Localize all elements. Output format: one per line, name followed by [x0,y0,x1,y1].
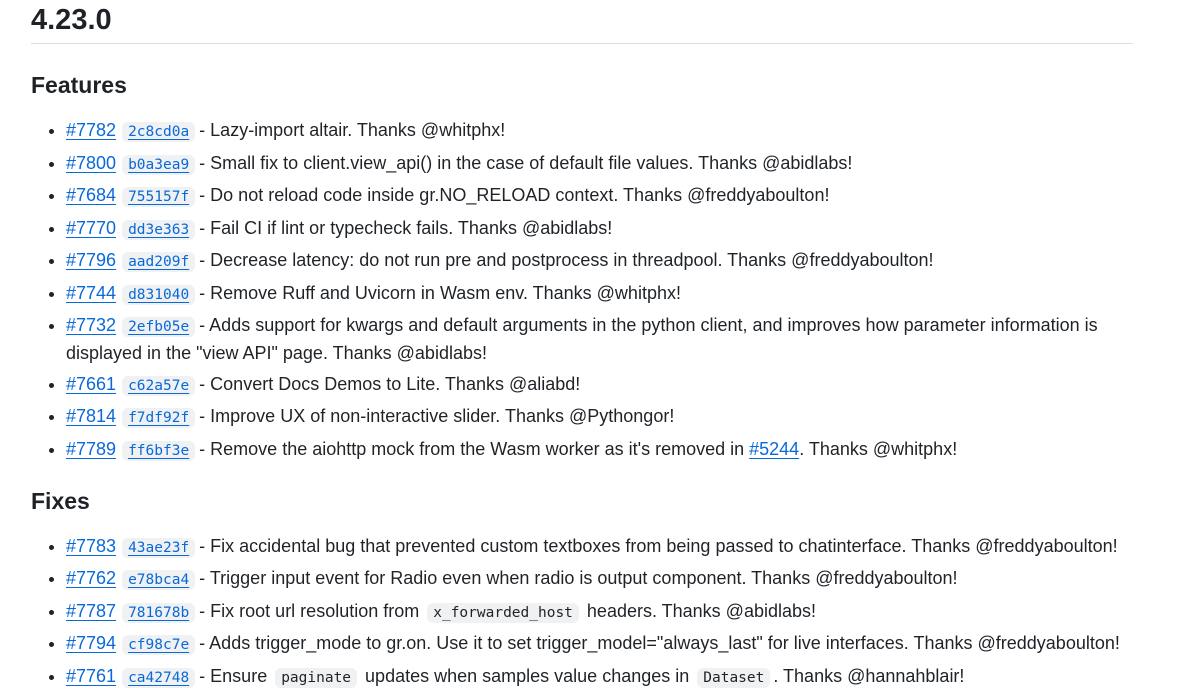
commit-hash: aad209f [122,252,195,272]
changelog-entry [66,247,1133,275]
commit-hash-link[interactable] [122,536,195,556]
commit-hash: 43ae23f [122,538,195,558]
fixes-list [31,533,1133,691]
commit-hash-link[interactable] [122,120,195,140]
entry-text: . Thanks @whitphx! [799,438,958,459]
commit-hash-link[interactable] [122,633,195,653]
commit-hash: c62a57e [122,376,195,396]
commit-hash-link[interactable] [122,218,195,238]
changelog-entry [66,598,1133,626]
pr-link[interactable]: #7684 [66,185,117,205]
changelog-entry [66,663,1133,691]
pr-link[interactable]: #7782 [66,120,117,140]
entry-text: - Trigger input event for Radio even when radio is output component. Thanks @freddyaboulton! [199,568,958,588]
pr-link[interactable]: #7800 [66,152,117,173]
entry-text: - Do not reload code inside gr.NO_RELOAD context. Thanks @freddyaboulton! [199,185,830,205]
pr-link[interactable]: #7661 [66,373,117,394]
entry-text: - Fix root url resolution from [199,600,425,621]
pr-link[interactable]: #7744 [66,282,117,303]
pr-link[interactable]: #7789 [66,438,117,459]
pr-link[interactable]: #7794 [66,633,117,653]
pr-link[interactable]: #7814 [66,406,117,426]
entry-text: - Improve UX of non-interactive slider. Thanks @Pythongor! [199,406,675,426]
changelog-entry [66,533,1133,561]
commit-hash-link[interactable] [122,153,195,173]
inline-code: Dataset [697,668,770,688]
changelog-entry [66,280,1133,308]
commit-hash: cf98c7e [122,635,195,655]
changelog-entry [66,150,1133,178]
commit-hash: 2c8cd0a [122,122,195,142]
entry-text: - Fail CI if lint or typecheck fails. Thanks @abidlabs! [199,217,613,238]
commit-hash: ca42748 [122,668,195,688]
commit-hash-link[interactable] [122,283,195,303]
entry-text: - Adds support for kwargs and default arguments in the python client, and improves how parameter information is displayed in the "view API" page. Thanks @abidlabs! [66,315,1098,363]
pr-link[interactable]: #7796 [66,250,117,270]
commit-hash-link[interactable] [122,374,195,394]
changelog-entry [66,403,1133,431]
commit-hash-link[interactable] [122,601,195,621]
changelog-entry [66,436,1133,464]
entry-text: - Remove Ruff and Uvicorn in Wasm env. Thanks @whitphx! [199,282,681,303]
changelog-entry [66,630,1133,658]
commit-hash-link[interactable] [122,666,195,686]
commit-hash: b0a3ea9 [122,155,195,175]
changelog-entry [66,117,1133,145]
features-list [31,117,1133,464]
changelog-entry [66,312,1133,366]
commit-hash: f7df92f [122,408,195,428]
changelog-entry [66,565,1133,593]
commit-hash-link[interactable] [122,406,195,426]
commit-hash-link[interactable] [122,315,195,335]
commit-hash: d831040 [122,285,195,305]
pr-link[interactable]: #7787 [66,600,117,621]
entry-text: - Convert Docs Demos to Lite. Thanks @aliabd! [199,373,581,394]
changelog-entry [66,215,1133,243]
commit-hash: 755157f [122,187,195,207]
pr-link[interactable]: #7761 [66,665,117,686]
entry-text: - Decrease latency: do not run pre and postprocess in threadpool. Thanks @freddyaboulton! [199,250,934,270]
commit-hash: dd3e363 [122,220,195,240]
entry-text: updates when samples value changes in [360,665,695,686]
commit-hash-link[interactable] [122,250,195,270]
entry-text: headers. Thanks @abidlabs! [581,600,817,621]
entry-text: - Lazy-import altair. Thanks @whitphx! [199,120,506,140]
fixes-heading: Fixes [31,487,90,514]
entry-text: - Ensure [199,665,273,686]
commit-hash: ff6bf3e [122,441,195,461]
entry-text: - Adds trigger_mode to gr.on. Use it to set trigger_model="always_last" for live interfaces. Thanks @freddyaboulton! [199,633,1120,653]
pr-link[interactable]: #7732 [66,315,117,335]
inline-code: x_forwarded_host [427,603,579,623]
pr-link[interactable]: #7762 [66,568,117,588]
commit-hash: 781678b [122,603,195,623]
issue-link[interactable]: #5244 [749,438,800,459]
commit-hash-link[interactable] [122,568,195,588]
commit-hash-link[interactable] [122,185,195,205]
inline-code: paginate [275,668,357,688]
release-version-heading: 4.23.0 [31,0,1133,44]
entry-text: . Thanks @hannahblair! [773,665,965,686]
commit-hash: e78bca4 [122,570,195,590]
entry-text: - Fix accidental bug that prevented custom textboxes from being passed to chatinterface. Thanks @freddyaboulton! [199,535,1118,556]
changelog-entry [66,371,1133,399]
pr-link[interactable]: #7783 [66,535,117,556]
pr-link[interactable]: #7770 [66,217,117,238]
commit-hash: 2efb05e [122,317,195,337]
commit-hash-link[interactable] [122,439,195,459]
entry-text: - Small fix to client.view_api() in the case of default file values. Thanks @abidlabs! [199,152,853,173]
entry-text: - Remove the aiohttp mock from the Wasm worker as it's removed in [199,438,750,459]
features-heading: Features [31,72,127,98]
changelog-entry [66,182,1133,210]
